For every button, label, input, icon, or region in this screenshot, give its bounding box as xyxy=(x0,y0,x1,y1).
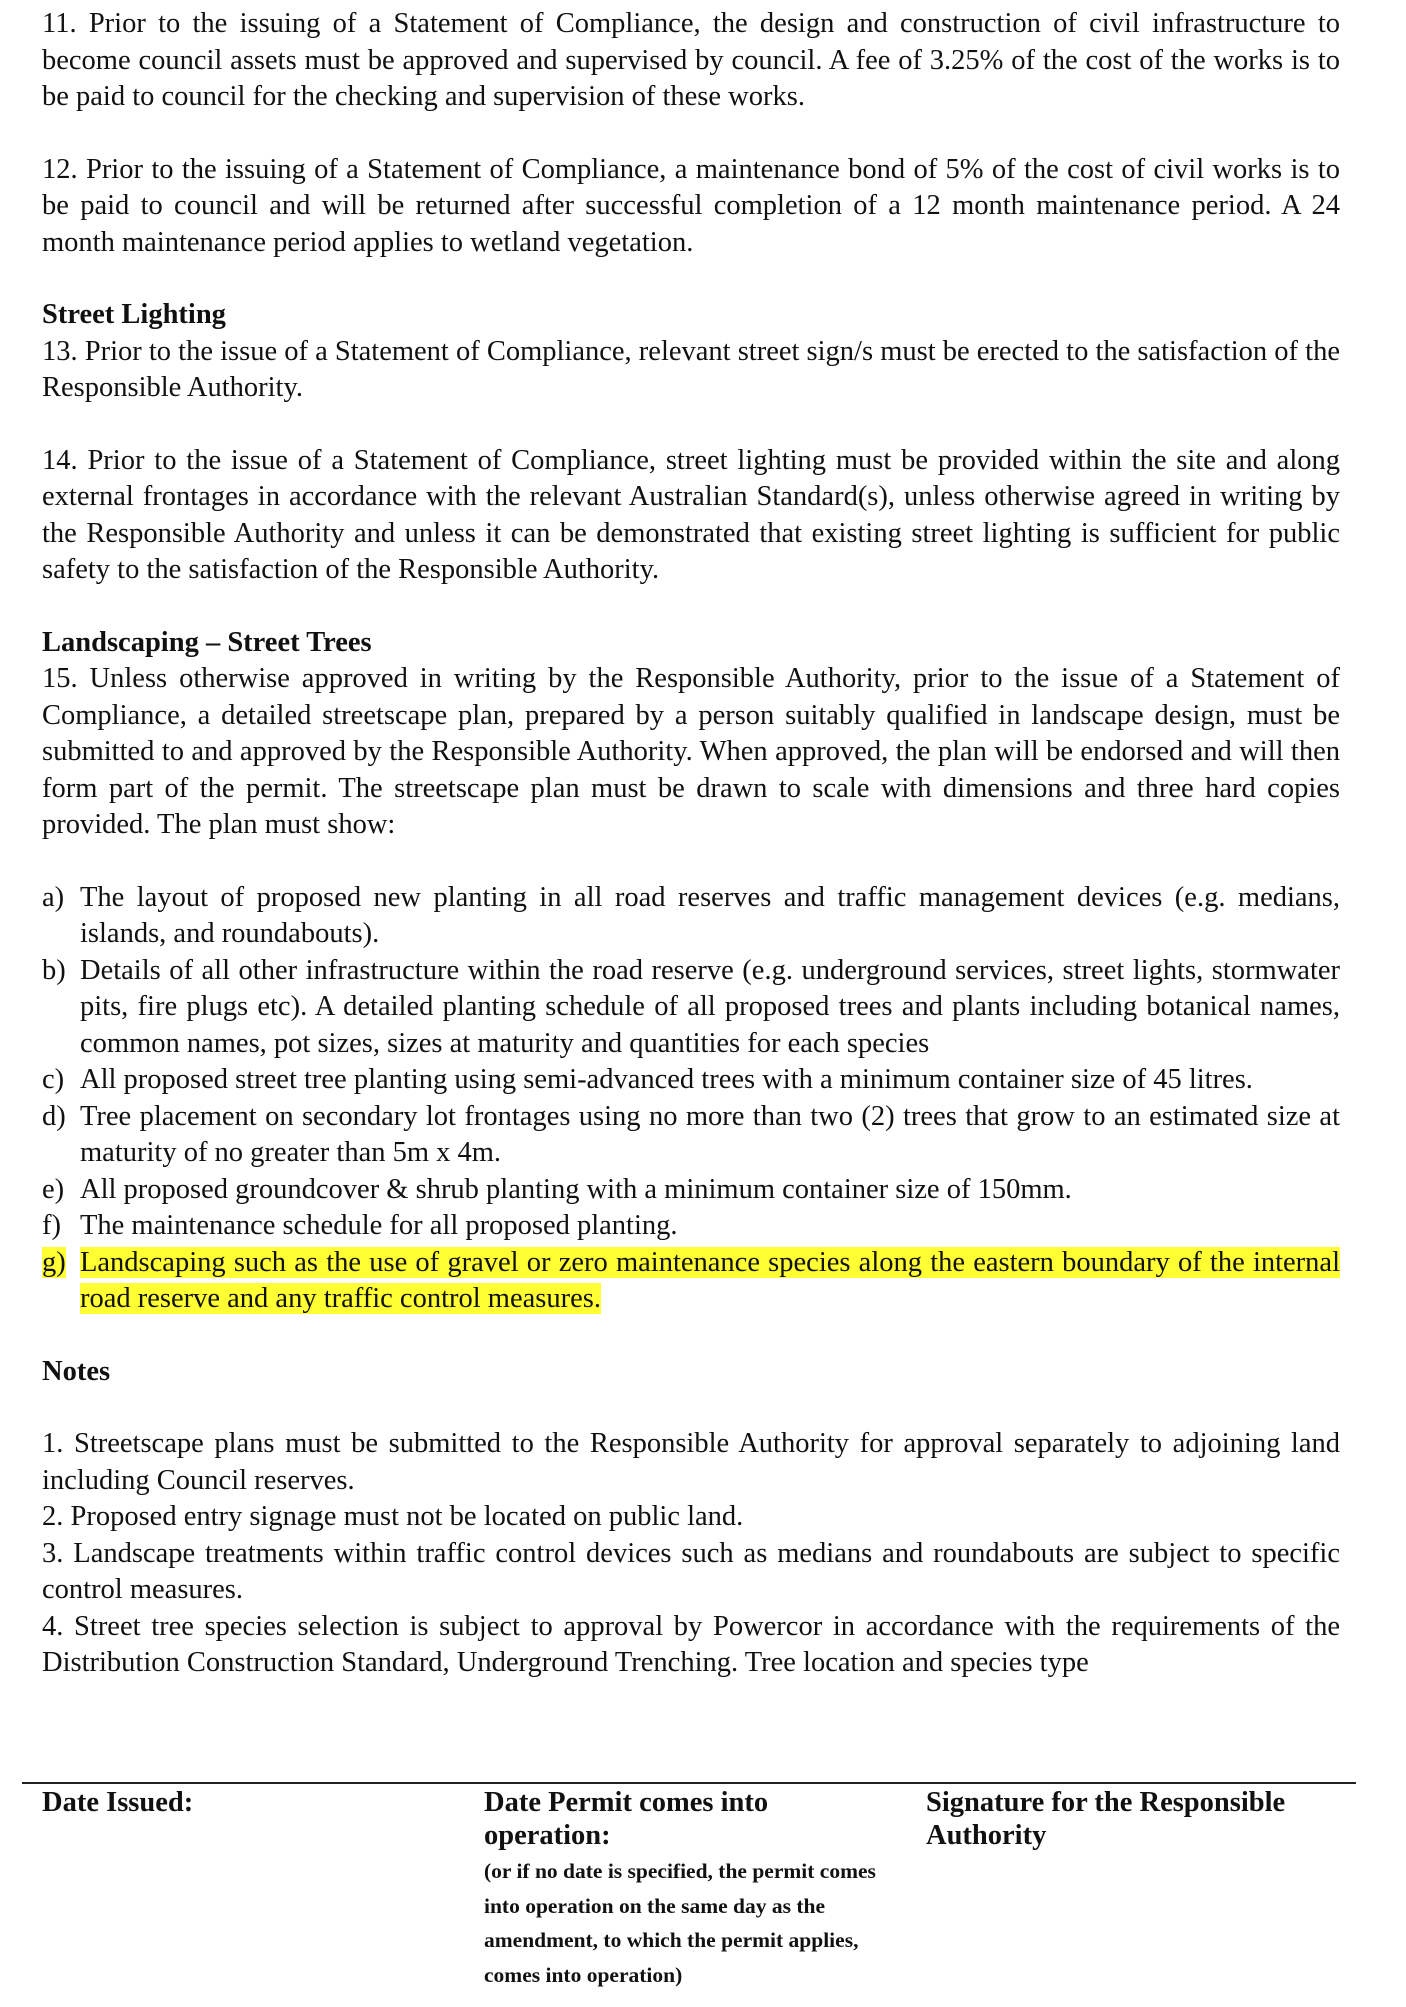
list-item xyxy=(42,1099,1340,1172)
notes-heading: Notes xyxy=(42,1355,111,1387)
date-permit-column xyxy=(484,1786,884,1992)
list-item-label: d) xyxy=(42,1100,66,1132)
list-item-label: c) xyxy=(42,1064,65,1095)
list-item-label: a) xyxy=(42,881,65,913)
list-item-label: g) xyxy=(42,1246,66,1278)
list-item-text: The layout of proposed new planting in all road reserves and traffic management devices (e.g. medians, islands, and roundabouts). xyxy=(80,881,1340,949)
landscaping-heading: Landscaping – Street Trees xyxy=(42,626,372,658)
date-issued-label: Date Issued: xyxy=(42,1787,194,1818)
list-item-label: e) xyxy=(42,1173,65,1205)
condition-13: 13. Prior to the issue of a Statement of Compliance, relevant street sign/s must be erected to the satisfaction of the Responsible Authority. xyxy=(42,335,1340,403)
date-permit-note: (or if no date is specified, the permit comes into operation on the same day as the amendment, to which the permit applies, comes into operation) xyxy=(484,1859,876,1987)
note-item: 4. Street tree species selection is subject to approval by Powercor in accordance with the requirements of the Distribution Construction Standard, Underground Trenching. Tree location and species type xyxy=(42,1610,1340,1678)
list-item-text: The maintenance schedule for all proposed planting. xyxy=(80,1210,678,1241)
footer-divider xyxy=(22,1782,1356,1784)
list-item-label: b) xyxy=(42,954,66,986)
condition-12: 12. Prior to the issuing of a Statement of Compliance, a maintenance bond of 5% of the cost of civil works is to be paid to council and will be returned after successful completion of a 12 month maintenance period. A 24 month maintenance period applies to wetland vegetation. xyxy=(42,153,1340,258)
plan-requirements-list xyxy=(42,880,1340,1318)
condition-14: 14. Prior to the issue of a Statement of Compliance, street lighting must be provided within the site and along external frontages in accordance with the relevant Australian Standard(s), unless otherwise agreed in writing by the Responsible Authority and unless it can be demonstrated that existing street lighting is sufficient for public safety to the satisfaction of the Responsible Authority. xyxy=(42,444,1340,585)
list-item-label: f) xyxy=(42,1210,61,1241)
list-item-text: All proposed street tree planting using semi-advanced trees with a minimum container size of 45 litres. xyxy=(80,1064,1253,1095)
list-item xyxy=(42,880,1340,953)
list-item-text: All proposed groundcover & shrub planting with a minimum container size of 150mm. xyxy=(80,1173,1072,1205)
condition-15: 15. Unless otherwise approved in writing by the Responsible Authority, prior to the issue of a Statement of Compliance, a detailed streetscape plan, prepared by a person suitably qualified in landscape design, must be submitted to and approved by the Responsible Authority. When approved, the plan will be endorsed and will then form part of the permit. The streetscape plan must be drawn to scale with dimensions and three hard copies provided. The plan must show: xyxy=(42,663,1340,840)
list-item xyxy=(42,1208,1340,1245)
note-item: 3. Landscape treatments within traffic control devices such as medians and roundabouts are subject to specific control measures. xyxy=(42,1537,1340,1605)
note-item: 2. Proposed entry signage must not be located on public land. xyxy=(42,1501,744,1532)
highlighted-text: Landscaping such as the use of gravel or zero maintenance species along the eastern boundary of the internal road reserve and any traffic control measures. xyxy=(80,1246,1340,1314)
list-item-text: Tree placement on secondary lot frontages using no more than two (2) trees that grow to an estimated size at maturity of no greater than 5m x 4m. xyxy=(80,1100,1340,1168)
street-lighting-heading: Street Lighting xyxy=(42,299,226,330)
list-item xyxy=(42,953,1340,1063)
document-body xyxy=(42,6,1340,1682)
date-permit-label: Date Permit comes into operation: xyxy=(484,1787,769,1851)
note-item: 1. Streetscape plans must be submitted to the Responsible Authority for approval separately to adjoining land including Council reserves. xyxy=(42,1428,1340,1496)
condition-11: 11. Prior to the issuing of a Statement of Compliance, the design and construction of civil infrastructure to become council assets must be approved and supervised by council. A fee of 3.25% of the cost of the works is to be paid to council for the checking and supervision of these works. xyxy=(42,8,1340,112)
list-item xyxy=(42,1062,1340,1099)
highlighted-list-item xyxy=(42,1245,1340,1318)
signature-label: Signature for the Responsible Authority xyxy=(926,1787,1286,1851)
list-item-text: Details of all other infrastructure within the road reserve (e.g. underground services, street lights, stormwater pits, fire plugs etc). A detailed planting schedule of all proposed trees and plants including botanical names, common names, pot sizes, sizes at maturity and quantities for each species xyxy=(80,954,1340,1059)
list-item xyxy=(42,1172,1340,1209)
